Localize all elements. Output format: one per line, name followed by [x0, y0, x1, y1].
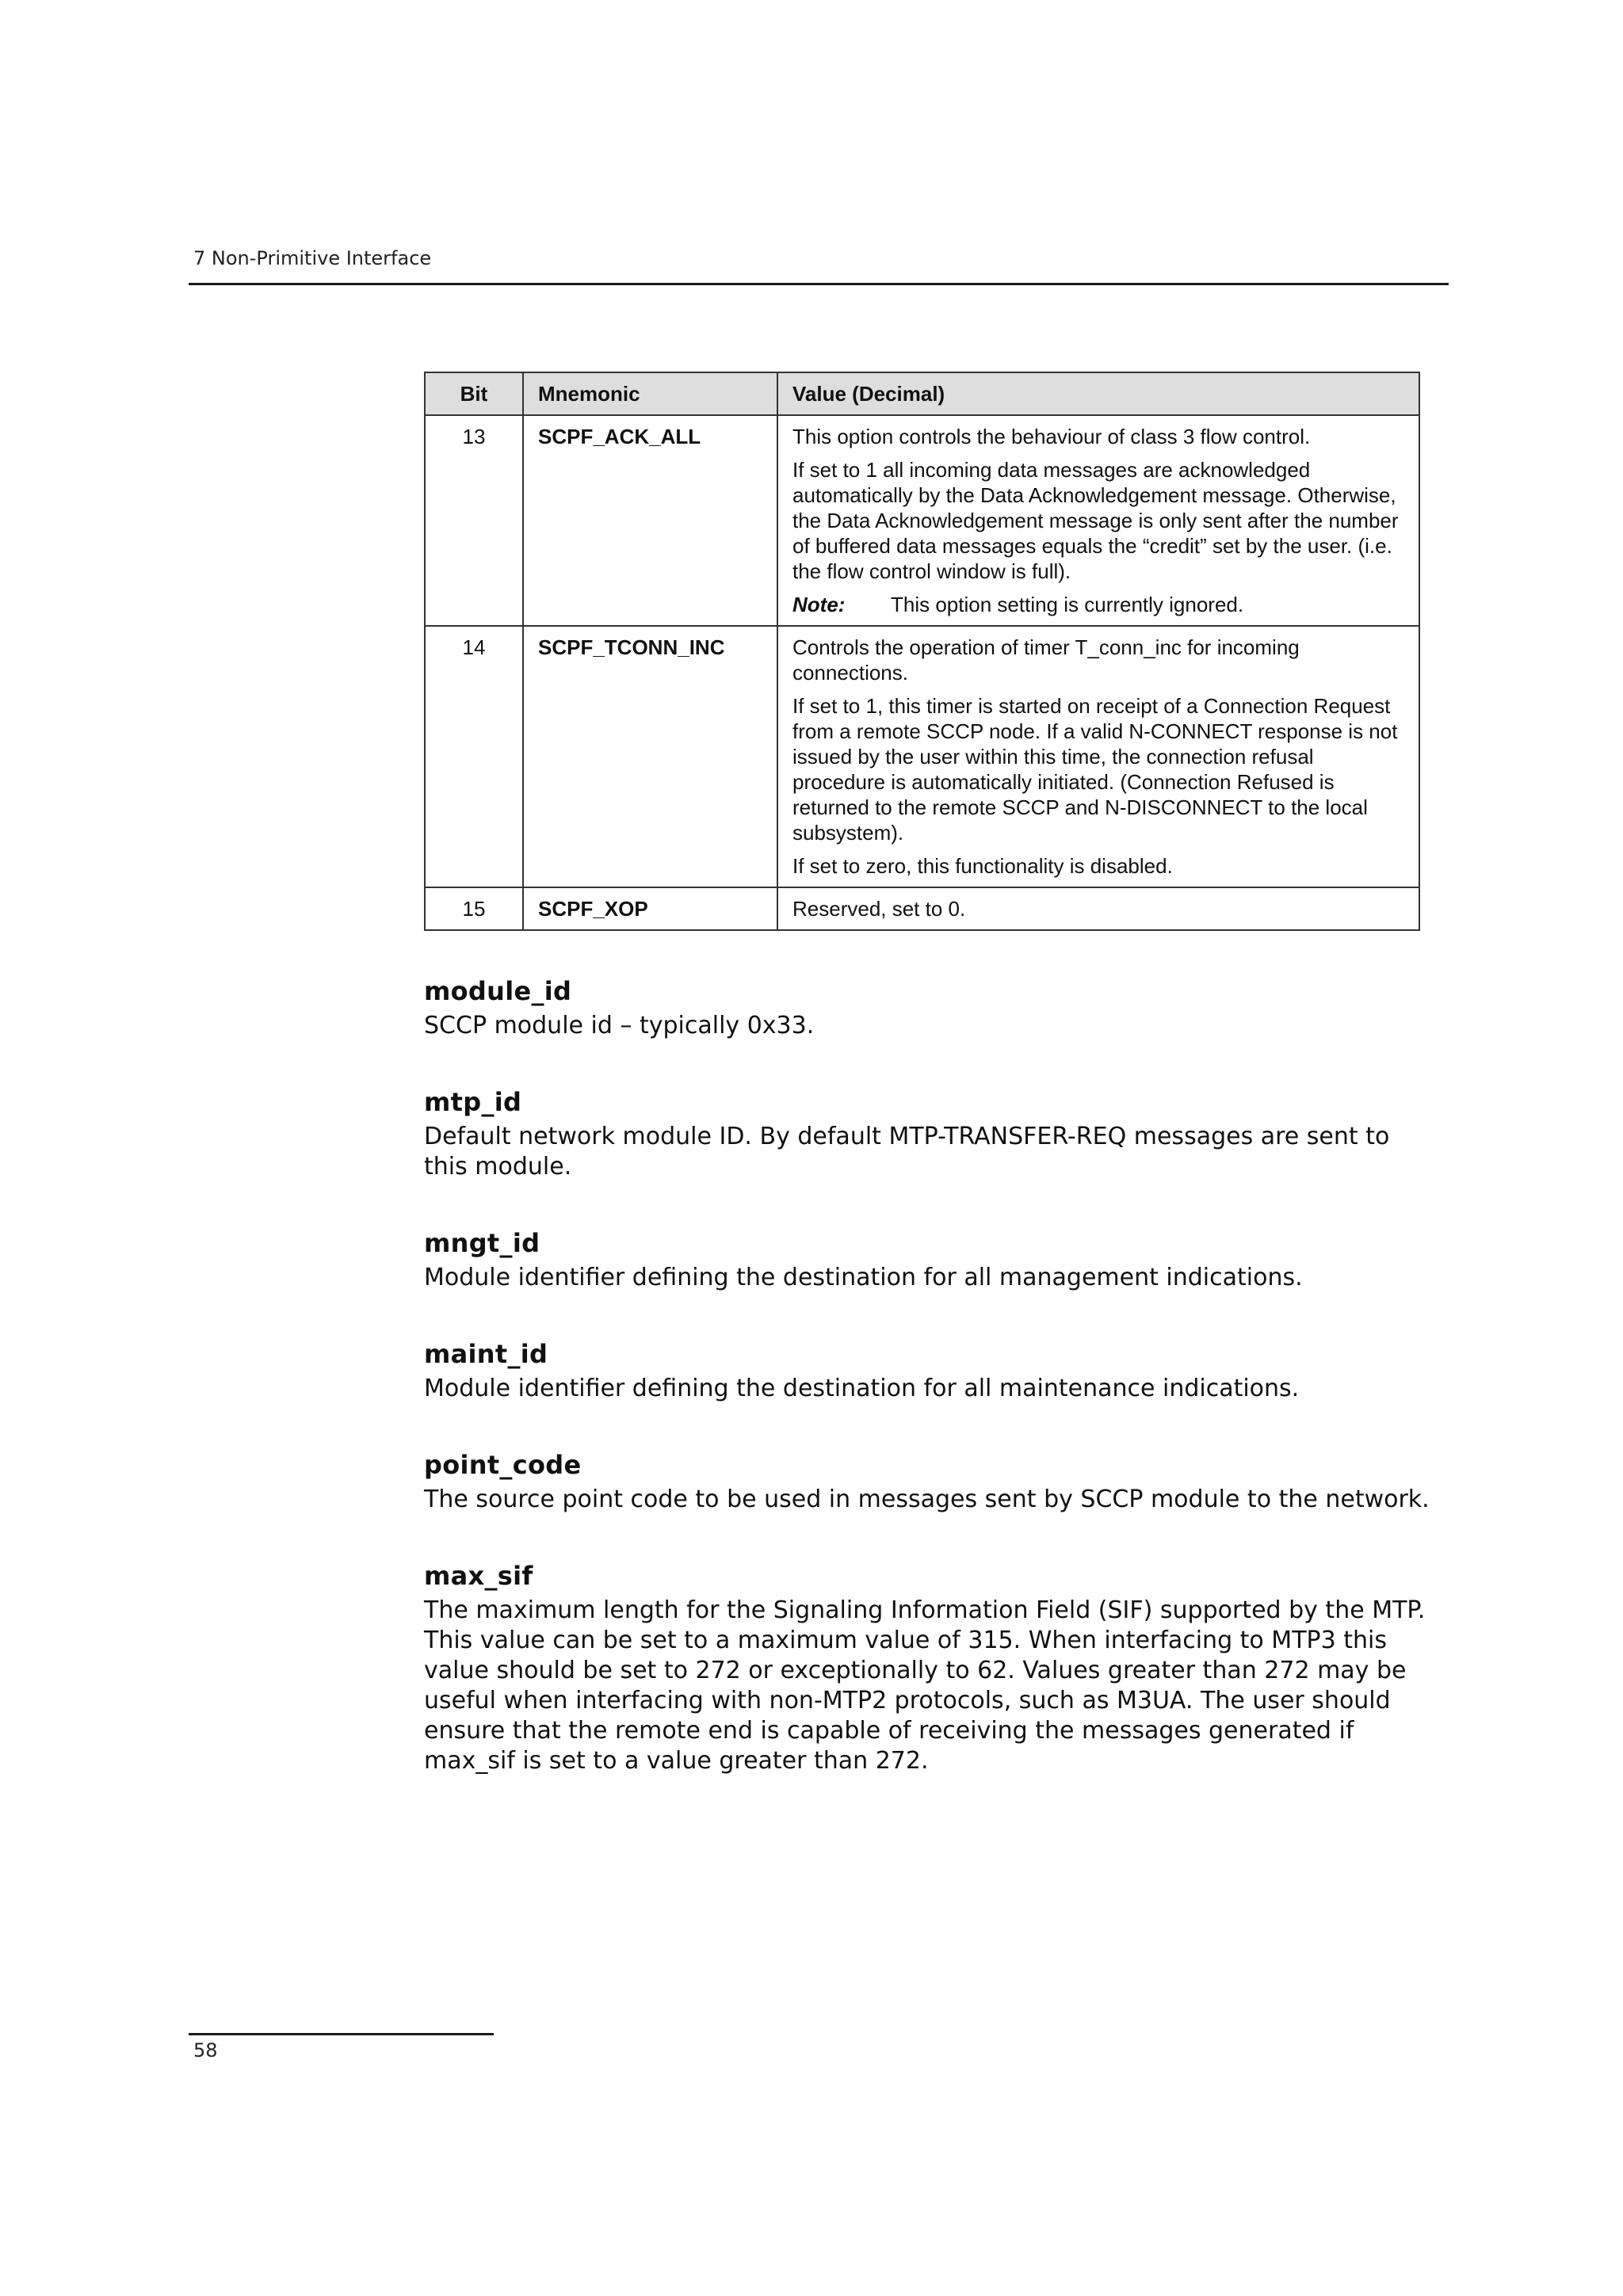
mnemonic-cell: SCPF_XOP	[523, 887, 777, 930]
value-paragraph: If set to zero, this functionality is disabled.	[792, 854, 1173, 878]
definition-text: The source point code to be used in messages sent by SCCP module to the network.	[424, 1486, 1430, 1513]
definition-term: maint_id	[424, 1339, 548, 1369]
definition-point-code	[424, 1450, 1438, 1515]
table-row	[425, 415, 1419, 626]
definition-term: module_id	[424, 976, 572, 1006]
running-header: 7 Non-Primitive Interface	[193, 247, 432, 269]
definition-text: SCCP module id – typically 0x33.	[424, 1012, 815, 1039]
table-row	[425, 887, 1419, 930]
value-paragraph: This option controls the behaviour of class 3 flow control.	[792, 425, 1311, 448]
definition-term: max_sif	[424, 1561, 533, 1591]
value-paragraph: Reserved, set to 0.	[792, 897, 966, 921]
definition-maint-id	[424, 1339, 1438, 1404]
definition-term: mngt_id	[424, 1228, 540, 1258]
note-line	[792, 592, 1404, 617]
definition-text: Module identifier defining the destination for all management indications.	[424, 1264, 1303, 1291]
definition-mtp-id	[424, 1087, 1438, 1182]
mnemonic-cell: SCPF_TCONN_INC	[523, 626, 777, 887]
value-paragraph: Controls the operation of timer T_conn_inc for incoming connections.	[792, 635, 1300, 685]
bit-cell: 14	[425, 626, 523, 887]
note-label: Note:	[792, 593, 846, 616]
table-row	[425, 626, 1419, 887]
value-cell	[777, 887, 1419, 930]
footer-rule	[189, 2033, 494, 2035]
note-text: This option setting is currently ignored.	[891, 593, 1244, 616]
definition-mngt-id	[424, 1228, 1438, 1293]
column-header-mnemonic: Mnemonic	[523, 372, 777, 415]
bit-cell: 13	[425, 415, 523, 626]
page-number: 58	[193, 2039, 218, 2061]
value-paragraph: If set to 1, this timer is started on receipt of a Connection Request from a remote SCCP node. If a valid N-CONNECT response is not issued by the user within this time, the connection refusal procedure is automatically initiated. (Connection Refused is returned to the remote SCCP and N-DISCONNECT to the local subsystem).	[792, 694, 1398, 845]
value-cell	[777, 415, 1419, 626]
value-paragraph: If set to 1 all incoming data messages are acknowledged automatically by the Data Acknowledgement message. Otherwise, the Data Acknowledgement message is only sent after the number of buffered data messages equals the “credit” set by the user. (i.e. the flow control window is full).	[792, 458, 1399, 583]
definition-text: Default network module ID. By default MTP-TRANSFER-REQ messages are sent to this module.	[424, 1123, 1390, 1180]
definition-max-sif	[424, 1561, 1438, 1776]
bit-flags-table	[424, 372, 1420, 931]
definition-text: The maximum length for the Signaling Information Field (SIF) supported by the MTP. This value can be set to a maximum value of 315. When interfacing to MTP3 this value should be set to 272 or exceptionally to 62. Values greater than 272 may be useful when interfacing with non-MTP2 protocols, such as M3UA. The user should ensure that the remote end is capable of receiving the messages generated if max_sif is set to a value greater than 272.	[424, 1596, 1426, 1775]
definition-term: mtp_id	[424, 1087, 522, 1117]
mnemonic-cell: SCPF_ACK_ALL	[523, 415, 777, 626]
definition-term: point_code	[424, 1450, 582, 1480]
bit-cell: 15	[425, 887, 523, 930]
column-header-value: Value (Decimal)	[777, 372, 1419, 415]
definition-text: Module identifier defining the destination for all maintenance indications.	[424, 1375, 1300, 1402]
header-rule	[189, 283, 1449, 285]
table-header-row	[425, 372, 1419, 415]
column-header-bit: Bit	[425, 372, 523, 415]
parameter-definitions	[424, 976, 1438, 1822]
definition-module-id	[424, 976, 1438, 1041]
value-cell	[777, 626, 1419, 887]
